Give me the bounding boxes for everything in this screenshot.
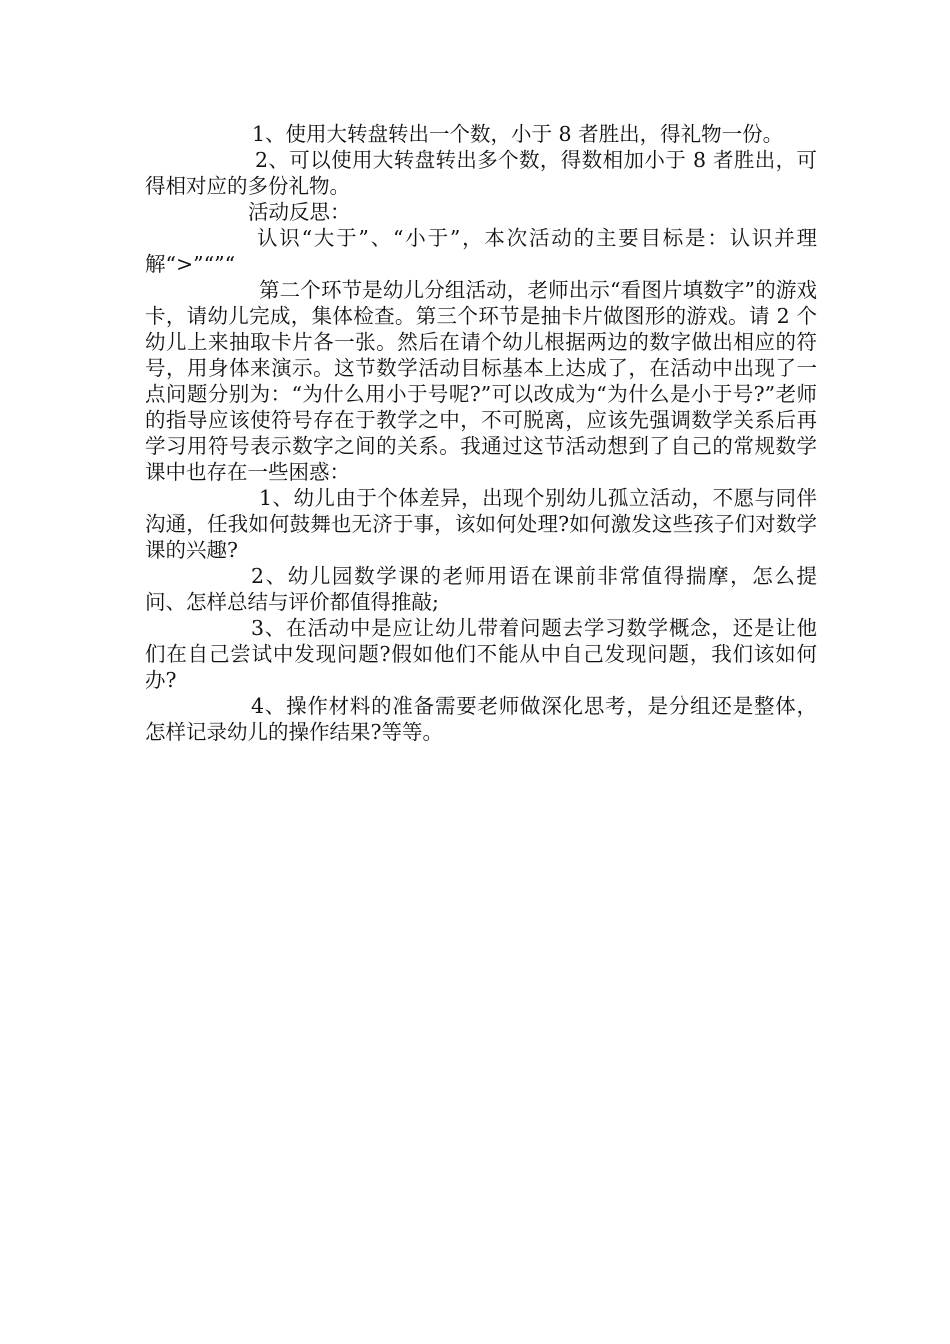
reflection-heading: 活动反思： bbox=[248, 200, 351, 224]
reflection-body-paragraph: 第二个环节是幼儿分组活动，老师出示“看图片填数字”的游戏卡，请幼儿完成，集体检查。第三个环节是抽卡片做图形的游戏。请 2 个幼儿上来抽取卡片各一张。然后在请个幼儿根据两边的数字做出相应的符号，用身体来演示。这节数学活动目标基本上达成了，在活动中出现了一点问题分别为：“为什么用小于号呢?”可以改成为“为什么是小于号?”老师的指导应该使符号存在于教学之中，不可脱离，应该先强调数学关系后再学习用符号表示数字之间的关系。我通过这节活动想到了自己的常规数学课中也存在一些困惑： bbox=[145, 278, 817, 484]
rule-paragraph-1: 1、使用大转盘转出一个数，小于 8 者胜出，得礼物一份。 bbox=[252, 122, 784, 146]
reflection-goal-paragraph: 认识“大于”、“小于”，本次活动的主要目标是：认识并理解“>”“”“ bbox=[145, 226, 817, 276]
question-paragraph-4: 4、操作材料的准备需要老师做深化思考，是分组还是整体，怎样记录幼儿的操作结果?等等。 bbox=[145, 694, 817, 744]
question-paragraph-3: 3、在活动中是应让幼儿带着问题去学习数学概念，还是让他们在自己尝试中发现问题?假如他们不能从中自己发现问题，我们该如何办? bbox=[145, 616, 817, 692]
question-paragraph-1: 1、幼儿由于个体差异，出现个别幼儿孤立活动，不愿与同伴沟通，任我如何鼓舞也无济于事，该如何处理?如何激发这些孩子们对数学课的兴趣? bbox=[145, 486, 817, 562]
document-body bbox=[145, 121, 817, 745]
rule-paragraph-2: 2、可以使用大转盘转出多个数，得数相加小于 8 者胜出，可得相对应的多份礼物。 bbox=[145, 148, 817, 198]
question-paragraph-2: 2、幼儿园数学课的老师用语在课前非常值得揣摩，怎么提问、怎样总结与评价都值得推敲; bbox=[145, 564, 817, 614]
